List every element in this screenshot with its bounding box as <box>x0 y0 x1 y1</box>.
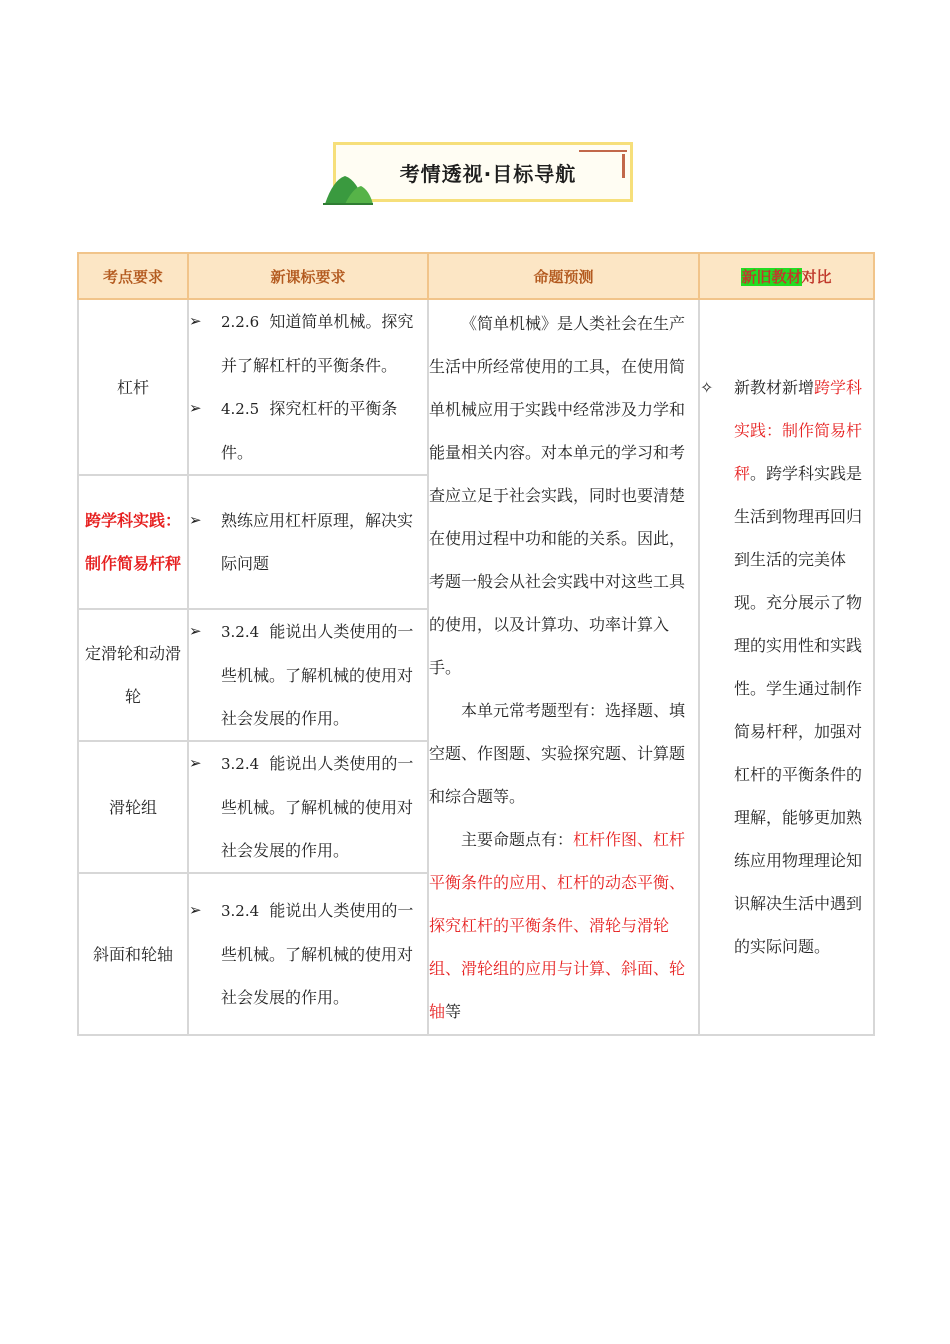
requirement-item: ➢ 4.2.5 探究杠杆的平衡条件。 <box>189 387 427 474</box>
arrow-bullet-icon: ➢ <box>189 399 202 417</box>
section-banner <box>333 142 633 202</box>
header-curriculum-requirements: 新课标要求 <box>188 253 428 299</box>
prediction-paragraph: 本单元常考题型有：选择题、填空题、作图题、实验探究题、计算题和综合题等。 <box>429 700 686 806</box>
topic-cell: 杠杆 <box>78 299 188 475</box>
arrow-bullet-icon: ➢ <box>189 754 202 772</box>
prediction-paragraph: 《简单机械》是人类社会在生产生活中所经常使用的工具，在使用简单机械应用于实践中经常涉及力学和能量相关内容。对本单元的学习和考查应立足于社会实践，同时也要清楚在使用过程中功和能的关系。因此，考题一般会从社会实践中对这些工具的使用，以及计算功、功率计算入手。 <box>429 313 686 677</box>
table-row <box>78 299 874 475</box>
requirement-cell <box>188 475 428 609</box>
requirement-cell <box>188 299 428 475</box>
comparison-item: ✧ 新教材新增跨学科实践：制作简易杆秤。跨学科实践是生活到物理再回归到生活的完美体现。充分展示了物理的实用性和实践性。学生通过制作简易杆秤，加强对杠杆的平衡条件的理解，能够更加熟练应用物理理论知识解决生活中遇到的实际问题。 <box>700 366 873 968</box>
header-prediction: 命题预测 <box>428 253 699 299</box>
banner-accent-line <box>579 150 627 152</box>
arrow-bullet-icon: ➢ <box>189 312 202 330</box>
mountain-icon <box>323 166 373 206</box>
header-highlight: 新旧教材 <box>741 267 802 286</box>
requirement-item: ➢ 3.2.4 能说出人类使用的一些机械。了解机械的使用对社会发展的作用。 <box>189 610 427 740</box>
requirement-cell <box>188 741 428 873</box>
requirement-cell <box>188 609 428 741</box>
topic-cell: 定滑轮和动滑轮 <box>78 609 188 741</box>
requirement-item: ➢ 2.2.6 知道简单机械。探究并了解杠杆的平衡条件。 <box>189 300 427 387</box>
topic-cell: 斜面和轮轴 <box>78 873 188 1035</box>
arrow-bullet-icon: ➢ <box>189 901 202 919</box>
requirement-cell <box>188 873 428 1035</box>
prediction-cell <box>428 299 699 1035</box>
prediction-paragraph: 主要命题点有：杠杆作图、杠杆平衡条件的应用、杠杆的动态平衡、探究杠杆的平衡条件、滑轮与滑轮组、滑轮组的应用与计算、斜面、轮轴等 <box>429 829 686 1021</box>
requirement-item: ➢ 3.2.4 能说出人类使用的一些机械。了解机械的使用对社会发展的作用。 <box>189 889 427 1019</box>
topic-cell: 跨学科实践：制作简易杆秤 <box>78 475 188 609</box>
header-exam-points: 考点要求 <box>78 253 188 299</box>
banner-title: 考情透视·目标导航 <box>399 162 577 186</box>
table-header-row <box>78 253 874 299</box>
topic-cell: 滑轮组 <box>78 741 188 873</box>
requirement-item: ➢ 3.2.4 能说出人类使用的一些机械。了解机械的使用对社会发展的作用。 <box>189 742 427 872</box>
header-textbook-comparison: 新旧教材对比 <box>699 253 874 299</box>
sparkle-bullet-icon: ✧ <box>700 378 714 397</box>
arrow-bullet-icon: ➢ <box>189 622 202 640</box>
arrow-bullet-icon: ➢ <box>189 511 202 529</box>
exam-outline-table <box>77 252 875 1036</box>
requirement-item: ➢ 熟练应用杠杆原理，解决实际问题 <box>189 499 427 585</box>
comparison-cell <box>699 299 874 1035</box>
banner-accent-tick <box>622 154 625 178</box>
